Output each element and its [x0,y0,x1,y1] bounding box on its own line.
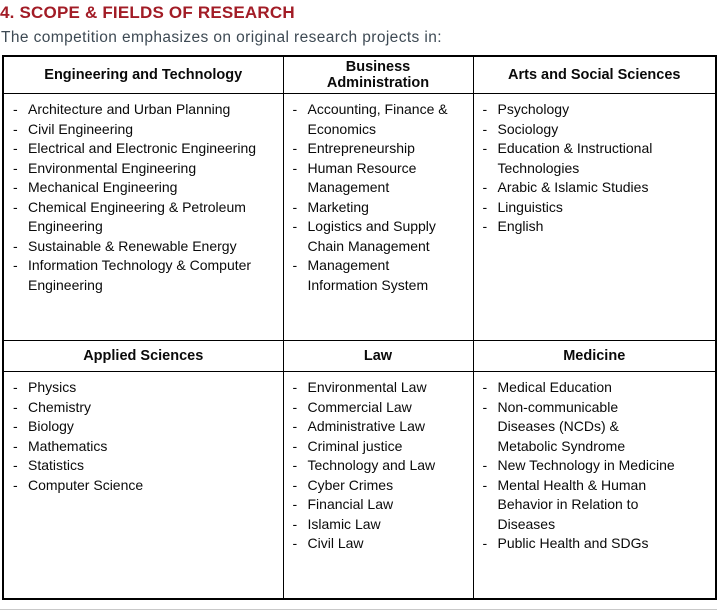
list-item: - New Technology in Medicine [482,456,680,476]
list-item: - Financial Law [292,495,460,515]
list-item: - Arabic & Islamic Studies [482,178,680,198]
list-item: - Mechanical Engineering [12,178,256,198]
list-item: - Information Technology & Computer Engineering [12,256,256,295]
cell-applied-sciences [3,372,283,599]
list-item: - Biology [12,417,256,437]
list-item: - Technology and Law [292,456,460,476]
list-item: - Civil Law [292,534,460,554]
field-list-engineering [4,94,283,295]
header-label: Arts and Social Sciences [508,67,681,83]
list-item: - Administrative Law [292,417,460,437]
header-label: Law [363,348,393,364]
field-list-arts [474,94,716,237]
list-item: - Environmental Engineering [12,159,256,179]
table-body-row-2 [3,372,716,599]
list-item: - Chemical Engineering & Petroleum Engineering [12,198,256,237]
list-item: - Medical Education [482,378,680,398]
field-list-law [284,372,473,554]
list-item: - Islamic Law [292,515,460,535]
header-law [283,341,473,372]
list-item: - Architecture and Urban Planning [12,100,256,120]
list-item: - Statistics [12,456,256,476]
cell-law [283,372,473,599]
header-engineering-and-technology [3,56,283,94]
list-item: - Civil Engineering [12,120,256,140]
list-item: - Psychology [482,100,680,120]
list-item: - Electrical and Electronic Engineering [12,139,256,159]
section-subheading: The competition emphasizes on original research projects in: [1,29,442,46]
header-medicine [473,341,716,372]
list-item: - Computer Science [12,476,256,496]
list-item: - Physics [12,378,256,398]
table-body-row-1 [3,94,716,341]
table-header-row-2 [3,341,716,372]
header-applied-sciences [3,341,283,372]
list-item: - Sustainable & Renewable Energy [12,237,256,257]
list-item: - Environmental Law [292,378,460,398]
cell-medicine [473,372,716,599]
list-item: - Management Information System [292,256,460,295]
list-item: - Non-communicable Diseases (NCDs) & Metabolic Syndrome [482,398,680,457]
header-label: Applied Sciences [83,348,204,364]
list-item: - Sociology [482,120,680,140]
list-item: - Public Health and SDGs [482,534,680,554]
field-list-applied-sciences [4,372,283,495]
list-item: - Cyber Crimes [292,476,460,496]
research-fields-table [2,55,717,600]
list-item: - Human Resource Management [292,159,460,198]
header-label: Business Administration [326,59,430,91]
list-item: - Accounting, Finance & Economics [292,100,460,139]
list-item: - Commercial Law [292,398,460,418]
list-item: - Education & Instructional Technologies [482,139,680,178]
header-label: Medicine [563,348,626,364]
header-label: Engineering and Technology [44,67,243,83]
header-business-administration [283,56,473,94]
list-item: - English [482,217,680,237]
table-header-row-1 [3,56,716,94]
list-item: - Linguistics [482,198,680,218]
section-heading: 4. SCOPE & FIELDS OF RESEARCH [0,3,295,22]
cell-business-administration [283,94,473,341]
list-item: - Chemistry [12,398,256,418]
header-arts-and-social-sciences [473,56,716,94]
page-bottom-divider [0,609,717,610]
list-item: - Entrepreneurship [292,139,460,159]
list-item: - Logistics and Supply Chain Management [292,217,460,256]
list-item: - Criminal justice [292,437,460,457]
list-item: - Mathematics [12,437,256,457]
field-list-medicine [474,372,716,554]
field-list-business [284,94,473,295]
list-item: - Mental Health & Human Behavior in Relation to Diseases [482,476,680,535]
cell-engineering-and-technology [3,94,283,341]
list-item: - Marketing [292,198,460,218]
cell-arts-and-social-sciences [473,94,716,341]
